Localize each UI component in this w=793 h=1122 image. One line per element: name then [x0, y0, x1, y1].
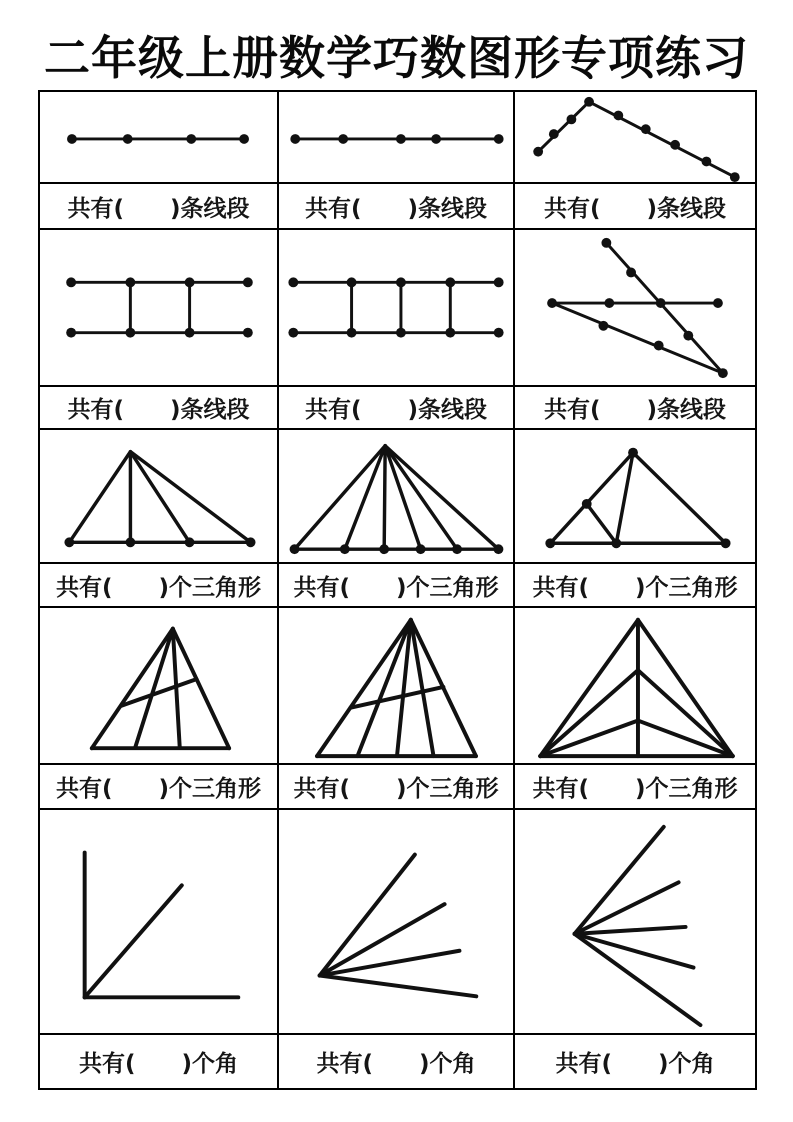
caption-text: 共有( )条线段: [304, 195, 488, 222]
caption-r3c2: [279, 564, 515, 608]
caption-r5c3: [515, 1035, 755, 1088]
caption-text: 共有( )个角: [316, 1051, 476, 1077]
caption-r2c1: [40, 387, 279, 430]
figure-cell-r2c1: [40, 230, 279, 387]
caption-r4c3: [515, 765, 755, 810]
figure-triangle-3-cevians-transversal: [279, 608, 513, 763]
figure-triangle-4-cevians: [279, 430, 513, 562]
figure-triangle-inner-cevian-midpoint: [515, 430, 755, 562]
caption-r1c3: [515, 184, 755, 230]
figure-cell-r1c1: [40, 92, 279, 184]
figure-ladder-3-rungs: [279, 230, 513, 385]
figure-triangle-median-chevrons: [515, 608, 755, 763]
figure-crossing-lines-10-points: [515, 230, 755, 385]
caption-text: 共有( )条线段: [67, 397, 250, 423]
caption-r5c1: [40, 1035, 279, 1088]
figure-cell-r4c2: [279, 608, 515, 765]
figure-cell-r3c3: [515, 430, 755, 564]
caption-text: 共有( )个三角形: [532, 776, 738, 802]
caption-text: 共有( )个三角形: [293, 574, 499, 601]
figure-cell-r1c3: [515, 92, 755, 184]
figure-cell-r3c1: [40, 430, 279, 564]
caption-text: 共有( )个三角形: [55, 574, 262, 601]
figure-cell-r4c1: [40, 608, 279, 765]
figure-cell-r4c3: [515, 608, 755, 765]
caption-text: 共有( )个角: [78, 1051, 239, 1077]
figure-4-rays-fan: [279, 810, 513, 1033]
caption-text: 共有( )条线段: [67, 195, 250, 222]
caption-r2c3: [515, 387, 755, 430]
figure-cell-r5c2: [279, 810, 515, 1035]
caption-text: 共有( )个三角形: [55, 776, 262, 802]
figure-ladder-2-rungs: [40, 230, 277, 385]
figure-triangle-2-cevians-transversal: [40, 608, 277, 763]
caption-text: 共有( )个三角形: [532, 574, 738, 601]
figure-triangle-2-cevians: [40, 430, 277, 562]
caption-text: 共有( )个角: [555, 1051, 715, 1077]
figure-segment-5-points: [279, 92, 513, 182]
caption-r4c1: [40, 765, 279, 810]
caption-text: 共有( )条线段: [543, 195, 727, 222]
figure-segment-4-points: [40, 92, 277, 182]
caption-text: 共有( )条线段: [543, 397, 727, 423]
caption-text: 共有( )条线段: [304, 397, 488, 423]
caption-r1c2: [279, 184, 515, 230]
caption-r4c2: [279, 765, 515, 810]
figure-5-rays-fan: [515, 810, 755, 1033]
caption-r5c2: [279, 1035, 515, 1088]
caption-r3c3: [515, 564, 755, 608]
figure-cell-r2c2: [279, 230, 515, 387]
figure-cell-r1c2: [279, 92, 515, 184]
page-title: 二年级上册数学巧数图形专项练习: [44, 31, 749, 85]
caption-r3c1: [40, 564, 279, 608]
caption-r2c2: [279, 387, 515, 430]
figure-cell-r2c3: [515, 230, 755, 387]
figure-cell-r5c1: [40, 810, 279, 1035]
caption-r1c1: [40, 184, 279, 230]
figure-right-angle-with-ray: [40, 810, 277, 1033]
figure-bent-polyline-9-points: [515, 92, 755, 182]
caption-text: 共有( )个三角形: [293, 776, 499, 802]
figure-cell-r5c3: [515, 810, 755, 1035]
figure-cell-r3c2: [279, 430, 515, 564]
worksheet-table: [38, 90, 757, 1090]
